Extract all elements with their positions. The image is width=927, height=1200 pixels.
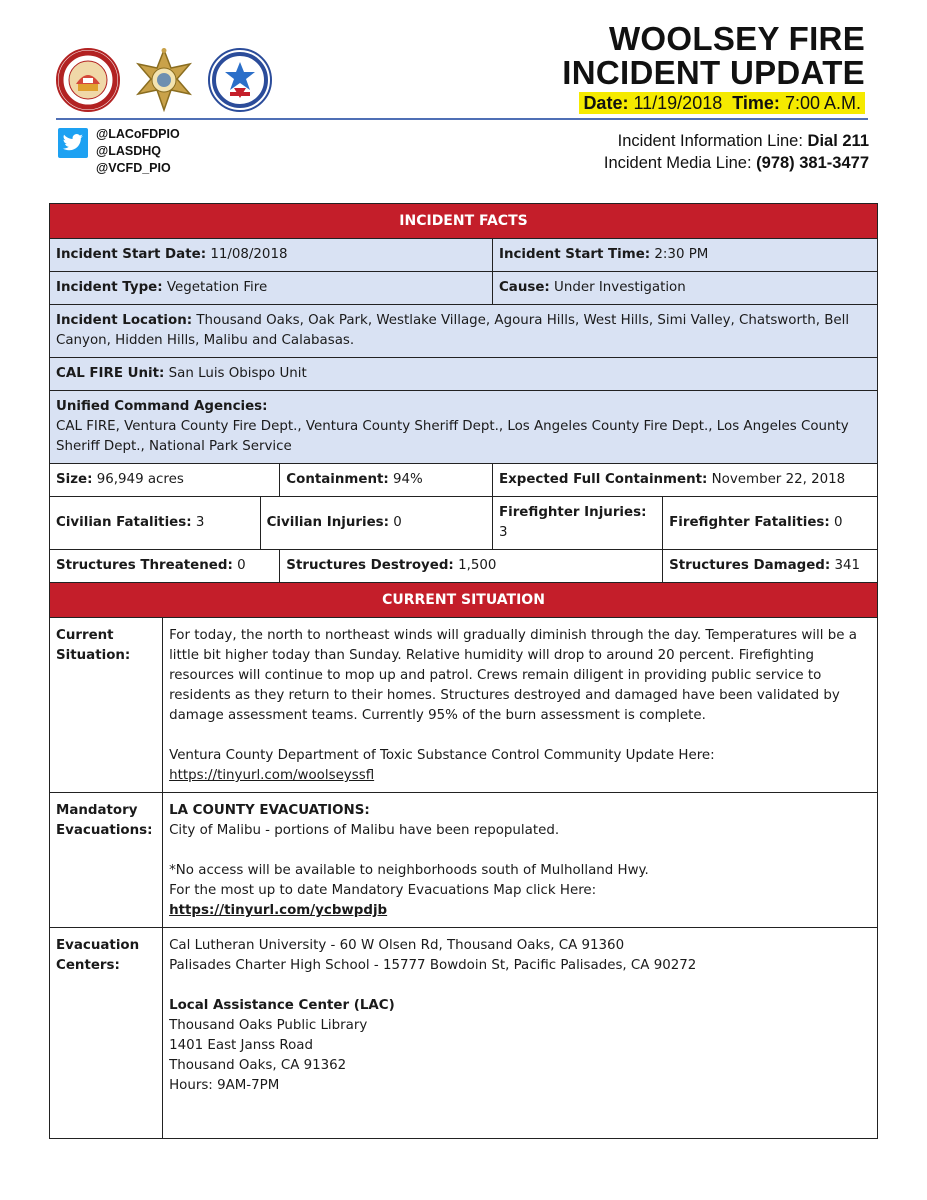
size-value: 96,949 acres	[96, 472, 184, 487]
vcfd-seal-icon	[208, 48, 272, 112]
title-incident-update: INCIDENT UPDATE	[562, 54, 865, 91]
handle-lasdhq: @LASDHQ	[96, 144, 161, 158]
evacuation-centers-label-line1: Evacuation	[56, 938, 140, 953]
toxic-update-text: Ventura County Department of Toxic Substance Control Community Update Here:	[169, 748, 715, 763]
cause-label: Cause:	[498, 280, 550, 295]
location-value: Thousand Oaks, Oak Park, Westlake Village, Agoura Hills, West Hills, Simi Valley, Chatsworth, Bell Canyon, Hidden Hills, Malibu and Calabasas.	[56, 313, 850, 348]
lacofd-seal-icon	[56, 48, 120, 112]
header-divider	[56, 118, 868, 120]
structures-destroyed-value: 1,500	[458, 558, 497, 573]
evacuation-centers-row	[50, 928, 878, 1139]
center-palisades-high: Palisades Charter High School - 15777 Bowdoin St, Pacific Palisades, CA 90272	[169, 958, 697, 973]
unit-cell	[50, 358, 878, 391]
incident-facts-header-row	[50, 204, 878, 239]
firefighter-fatalities-label: Firefighter Fatalities:	[669, 515, 830, 530]
location-row	[50, 305, 878, 358]
agencies-row	[50, 391, 878, 464]
la-evacuations-paragraph	[169, 801, 871, 841]
size-cell	[50, 464, 280, 497]
time-label: Time:	[732, 93, 780, 113]
start-time-cell	[492, 239, 877, 272]
start-time-value: 2:30 PM	[654, 247, 709, 262]
firefighter-fatalities-cell	[663, 497, 878, 550]
type-label: Incident Type:	[56, 280, 163, 295]
current-situation-label-line1: Current	[56, 628, 114, 643]
firefighter-injuries-cell	[492, 497, 662, 550]
start-date-value: 11/08/2018	[210, 247, 288, 262]
civilian-injuries-cell	[260, 497, 492, 550]
firefighter-fatalities-value: 0	[834, 515, 843, 530]
unit-row	[50, 358, 878, 391]
lac-name: Thousand Oaks Public Library	[169, 1018, 368, 1033]
containment-value: 94%	[393, 472, 423, 487]
type-row	[50, 272, 878, 305]
structures-damaged-value: 341	[834, 558, 861, 573]
lasd-star-icon	[132, 48, 196, 112]
handle-lacofdpio: @LACoFDPIO	[96, 127, 180, 141]
twitter-icon	[58, 128, 88, 158]
incident-table	[49, 203, 878, 1139]
info-line	[604, 130, 869, 152]
handle-list	[96, 126, 180, 177]
lac-city: Thousand Oaks, CA 91362	[169, 1058, 347, 1073]
firefighter-injuries-value: 3	[498, 525, 508, 540]
current-situation-label-line2: Situation:	[56, 648, 131, 663]
current-situation-heading: CURRENT SITUATION	[50, 583, 878, 618]
civilian-injuries-value: 0	[393, 515, 402, 530]
firefighter-injuries-label: Firefighter Injuries:	[498, 505, 647, 520]
media-line-value: (978) 381-3477	[756, 154, 869, 172]
date-value: 11/19/2018	[633, 93, 723, 113]
expected-containment-value: November 22, 2018	[711, 472, 846, 487]
title-block	[562, 22, 865, 114]
structures-damaged-label: Structures Damaged:	[669, 558, 831, 573]
unit-label: CAL FIRE Unit:	[56, 366, 165, 381]
center-cal-lutheran: Cal Lutheran University - 60 W Olsen Rd, Thousand Oaks, CA 91360	[169, 938, 625, 953]
handle-vcfd-pio: @VCFD_PIO	[96, 161, 171, 175]
structures-destroyed-cell	[280, 550, 663, 583]
mandatory-evacuations-label	[50, 793, 163, 928]
type-cell	[50, 272, 493, 305]
toxic-update-paragraph	[169, 746, 871, 786]
casualties-row	[50, 497, 878, 550]
date-time-banner	[579, 92, 865, 114]
civilian-fatalities-label: Civilian Fatalities:	[56, 515, 192, 530]
mandatory-evacuations-body	[163, 793, 878, 928]
civilian-fatalities-cell	[50, 497, 261, 550]
lac-street: 1401 East Janss Road	[169, 1038, 314, 1053]
title-woolsey-fire: WOOLSEY FIRE	[608, 20, 865, 57]
lac-hours: Hours: 9AM-7PM	[169, 1078, 280, 1093]
info-line-value: Dial 211	[807, 132, 869, 150]
containment-cell	[280, 464, 493, 497]
start-time-label: Incident Start Time:	[498, 247, 651, 262]
evacuation-map-paragraph	[169, 861, 871, 921]
no-access-text: *No access will be available to neighborhoods south of Mulholland Hwy.	[169, 863, 649, 878]
cause-value: Under Investigation	[554, 280, 686, 295]
cause-cell	[492, 272, 877, 305]
la-evacuations-heading: LA COUNTY EVACUATIONS:	[169, 803, 370, 818]
start-row	[50, 239, 878, 272]
current-situation-body	[163, 618, 878, 793]
info-line-label: Incident Information Line:	[617, 132, 803, 150]
current-situation-header-row	[50, 583, 878, 618]
size-label: Size:	[56, 472, 93, 487]
current-situation-row	[50, 618, 878, 793]
toxic-update-link[interactable]: https://tinyurl.com/woolseyssfl	[169, 768, 375, 783]
type-value: Vegetation Fire	[166, 280, 268, 295]
agency-logos	[56, 48, 284, 112]
mandatory-evacuations-label-line2: Evacuations:	[56, 823, 153, 838]
lac-paragraph	[169, 996, 871, 1096]
civilian-fatalities-value: 3	[195, 515, 205, 530]
expected-containment-cell	[492, 464, 877, 497]
mandatory-evacuations-label-line1: Mandatory	[56, 803, 138, 818]
size-row	[50, 464, 878, 497]
evacuation-map-text: For the most up to date Mandatory Evacuations Map click Here:	[169, 883, 597, 898]
start-date-cell	[50, 239, 493, 272]
lac-heading: Local Assistance Center (LAC)	[169, 998, 395, 1013]
evacuation-centers-body	[163, 928, 878, 1139]
agencies-label: Unified Command Agencies:	[56, 399, 268, 414]
incident-facts-heading: INCIDENT FACTS	[50, 204, 878, 239]
agencies-value: CAL FIRE, Ventura County Fire Dept., Ventura County Sheriff Dept., Los Angeles County Fire Dept., Los Angeles County Sheriff Dept., National Park Service	[56, 419, 849, 454]
containment-label: Containment:	[286, 472, 389, 487]
unit-value: San Luis Obispo Unit	[168, 366, 307, 381]
structures-threatened-cell	[50, 550, 280, 583]
location-label: Incident Location:	[56, 313, 193, 328]
current-situation-label	[50, 618, 163, 793]
contact-lines	[604, 130, 869, 174]
media-line-label: Incident Media Line:	[603, 154, 752, 172]
date-label: Date:	[583, 93, 629, 113]
structures-damaged-cell	[663, 550, 878, 583]
civilian-injuries-label: Civilian Injuries:	[266, 515, 389, 530]
start-date-label: Incident Start Date:	[56, 247, 207, 262]
evacuation-centers-label	[50, 928, 163, 1139]
expected-containment-label: Expected Full Containment:	[498, 472, 708, 487]
social-handles	[58, 126, 180, 177]
structures-row	[50, 550, 878, 583]
malibu-repopulated-text: City of Malibu - portions of Malibu have been repopulated.	[169, 823, 560, 838]
structures-threatened-label: Structures Threatened:	[56, 558, 233, 573]
media-line	[604, 152, 869, 174]
evacuation-map-link[interactable]: https://tinyurl.com/ycbwpdjb	[169, 903, 388, 918]
current-situation-text: For today, the north to northeast winds will gradually diminish through the day. Temperatures will be a little bit higher today than Sunday. Relative humidity will drop to around 20 percent. Firefighting resources will continue to mop up and patrol. Crews remain diligent in providing public service to residents as they return to their homes. Structures destroyed and damaged have been validated by damage assessment teams. Currently 95% of the burn assessment is complete.	[169, 628, 857, 723]
evacuation-centers-label-line2: Centers:	[56, 958, 120, 973]
centers-paragraph	[169, 936, 871, 976]
document-header	[0, 0, 927, 200]
time-value: 7:00 A.M.	[784, 93, 861, 113]
mandatory-evacuations-row	[50, 793, 878, 928]
structures-destroyed-label: Structures Destroyed:	[286, 558, 454, 573]
agencies-cell	[50, 391, 878, 464]
structures-threatened-value: 0	[237, 558, 246, 573]
location-cell	[50, 305, 878, 358]
